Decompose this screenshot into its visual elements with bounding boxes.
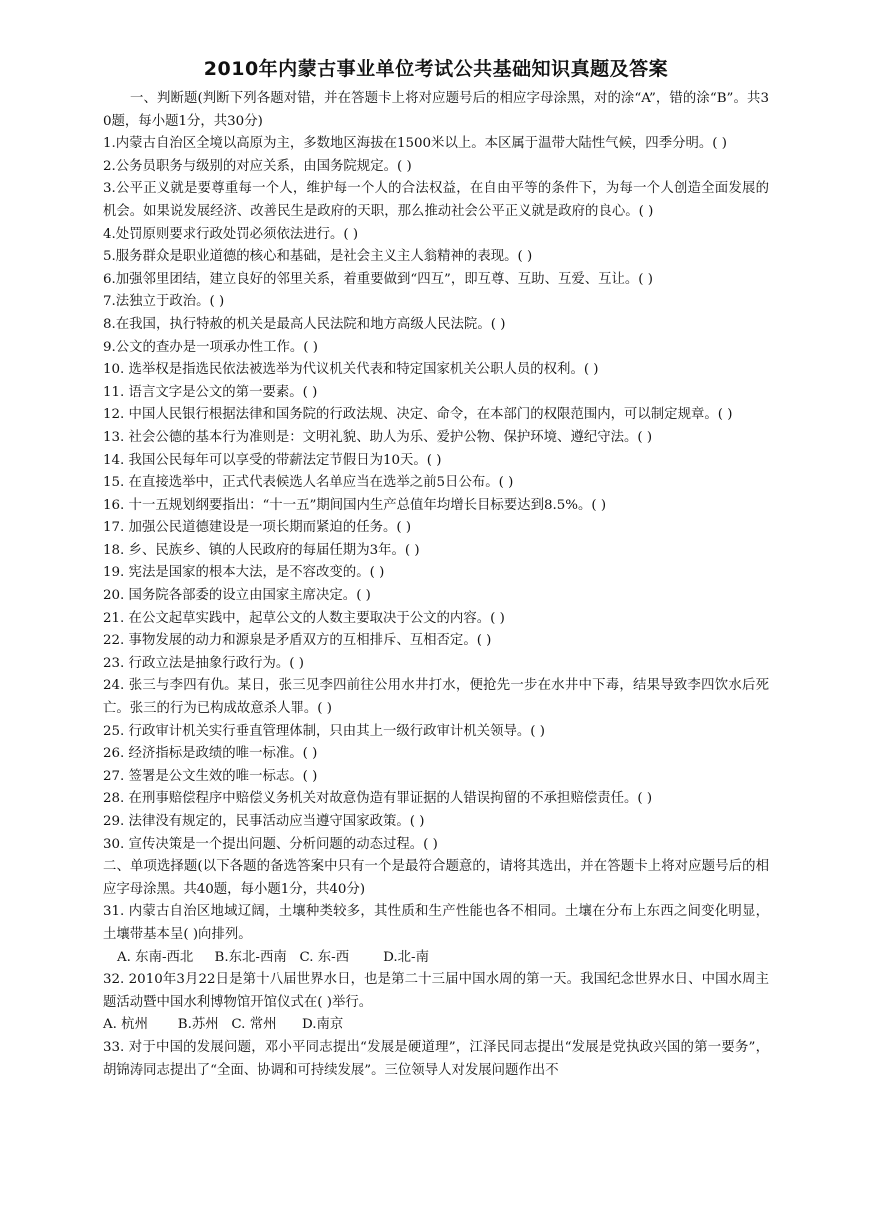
question-8: 8.在我国，执行特赦的机关是最高人民法院和地方高级人民法院。( ) (103, 316, 506, 332)
section2-intro: 二、单项选择题(以下各题的备选答案中只有一个是最符合题意的，请将其选出，并在答题卡上将对应题号后的相应字母涂黑。共40题，每小题1分，共40分) (103, 859, 769, 897)
question-26: 26. 经济指标是政绩的唯一标准。( ) (103, 746, 318, 762)
question-22: 22. 事物发展的动力和源泉是矛盾双方的互相排斥、互相否定。( ) (103, 633, 492, 649)
question-29: 29. 法律没有规定的，民事活动应当遵守国家政策。( ) (103, 814, 425, 829)
question-10: 10. 选举权是指选民依法被选举为代议机关代表和特定国家机关公职人员的权利。( ) (103, 362, 599, 378)
document-page (103, 56, 769, 1082)
question-12: 12. 中国人民银行根据法律和国务院的行政法规、决定、命令，在本部门的权限范围内，可以制定规章。( ) (103, 407, 733, 423)
question-33: 33. 对于中国的发展问题，邓小平同志提出“发展是硬道理”，江泽民同志提出“发展是党执政兴国的第一要务”，胡锦涛同志提出了“全面、协调和可持续发展”。三位领导人对发展问题作出不 (103, 1039, 769, 1078)
question-15: 15. 在直接选举中，正式代表候选人名单应当在选举之前5日公布。( ) (103, 475, 514, 491)
question-25: 25. 行政审计机关实行垂直管理体制，只由其上一级行政审计机关领导。( ) (103, 723, 545, 739)
section1-intro: 一、判断题(判断下列各题对错，并在答题卡上将对应题号后的相应字母涂黑，对的涂“A”，错的涂“B”。共30题，每小题1分，共30分) (103, 91, 769, 129)
document-title: 2010年内蒙古事业单位考试公共基础知识真题及答案 (203, 58, 669, 80)
question-32-options: A. 杭州 B.苏州 C. 常州 D.南京 (103, 1017, 344, 1033)
question-31-options: A. 东南-西北 B.东北-西南 C. 东-西 D.北-南 (117, 949, 429, 965)
question-27: 27. 签署是公文生效的唯一标志。( ) (103, 768, 318, 784)
question-30: 30. 宣传决策是一个提出问题、分析问题的动态过程。( ) (103, 836, 438, 852)
question-14: 14. 我国公民每年可以享受的带薪法定节假日为10天。( ) (103, 452, 442, 468)
question-31: 31. 内蒙古自治区地域辽阔，土壤种类较多，其性质和生产性能也各不相同。土壤在分布上东西之间变化明显，土壤带基本呈( )向排列。 (103, 904, 769, 942)
question-28: 28. 在刑事赔偿程序中赔偿义务机关对故意伪造有罪证据的人错误拘留的不承担赔偿责任。( ) (103, 791, 653, 807)
question-5: 5.服务群众是职业道德的核心和基础，是社会主义主人翁精神的表现。( ) (103, 249, 533, 265)
question-24: 24. 张三与李四有仇。某日，张三见李四前往公用水井打水，便抢先一步在水井中下毒，结果导致李四饮水后死亡。张三的行为已构成故意杀人罪。( ) (103, 678, 769, 717)
question-11: 11. 语言文字是公文的第一要素。( ) (103, 384, 318, 400)
question-18: 18. 乡、民族乡、镇的人民政府的每届任期为3年。( ) (103, 542, 420, 558)
question-7: 7.法独立于政治。( ) (103, 294, 225, 310)
question-23: 23. 行政立法是抽象行政行为。( ) (103, 655, 304, 671)
question-9: 9.公文的查办是一项承办性工作。( ) (103, 339, 318, 355)
question-20: 20. 国务院各部委的设立由国家主席决定。( ) (103, 588, 371, 604)
question-32: 32. 2010年3月22日是第十八届世界水日，也是第二十三届中国水周的第一天。我国纪念世界水日、中国水周主题活动暨中国水利博物馆开馆仪式在( )举行。 (103, 972, 769, 1010)
question-16: 16. 十一五规划纲要指出：“十一五”期间国内生产总值年均增长目标要达到8.5%。( ) (103, 497, 607, 513)
question-21: 21. 在公文起草实践中，起草公文的人数主要取决于公文的内容。( ) (103, 610, 505, 626)
judgement-question-list (103, 133, 769, 856)
question-17: 17. 加强公民道德建设是一项长期而紧迫的任务。( ) (103, 520, 412, 536)
question-1: 1.内蒙古自治区全境以高原为主，多数地区海拔在1500米以上。本区属于温带大陆性气候，四季分明。( ) (103, 136, 727, 152)
question-19: 19. 宪法是国家的根本大法，是不容改变的。( ) (103, 565, 385, 581)
question-3: 3.公平正义就是要尊重每一个人，维护每一个人的合法权益，在自由平等的条件下，为每一个人创造全面发展的机会。如果说发展经济、改善民生是政府的天职，那么推动社会公平正义就是政府的良心。( ) (103, 181, 769, 219)
question-6: 6.加强邻里团结，建立良好的邻里关系，着重要做到“四互”，即互尊、互助、互爱、互让。( ) (103, 271, 654, 287)
question-13: 13. 社会公德的基本行为准则是：文明礼貌、助人为乐、爱护公物、保护环境、遵纪守法。( ) (103, 429, 653, 445)
question-4: 4.处罚原则要求行政处罚必须依法进行。( ) (103, 226, 359, 242)
question-2: 2.公务员职务与级别的对应关系，由国务院规定。( ) (103, 158, 412, 174)
